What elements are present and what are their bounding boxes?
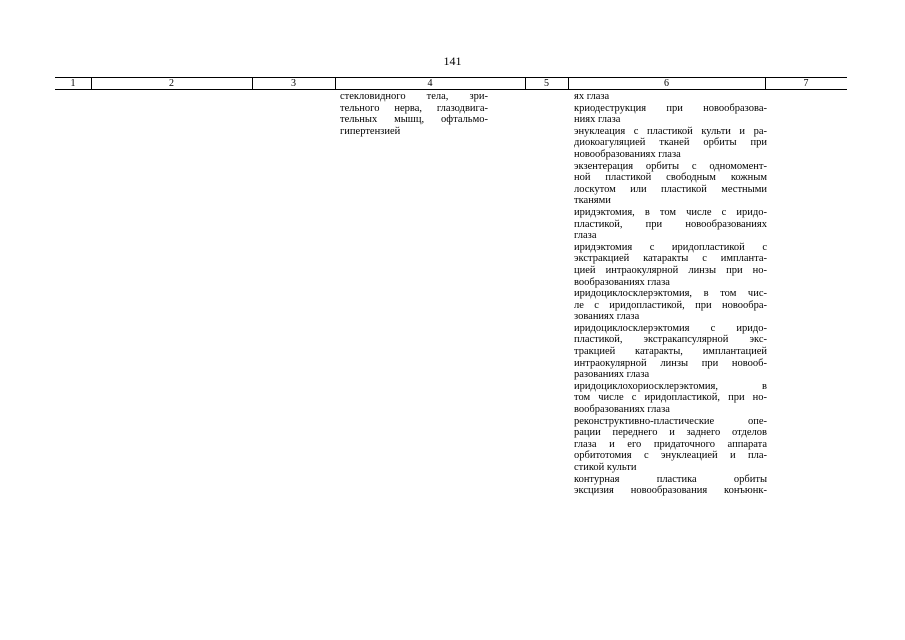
text-line: иридэктомия, в том числе с иридо- xyxy=(574,206,767,218)
text-line: пластикой, при новообразованиях xyxy=(574,218,767,230)
text-line: тельных мышц, офтальмо- xyxy=(340,114,488,126)
text-line: стекловидного тела, зри- xyxy=(340,91,488,102)
column-number-2: 2 xyxy=(169,78,174,89)
text-line: ной пластикой свободным кожным xyxy=(574,172,767,184)
text-line: зованиях глаза xyxy=(574,311,640,323)
column-4-text xyxy=(340,91,488,137)
text-line: орбитотомия с энуклеацией и пла- xyxy=(574,450,767,462)
text-line: иридоциклосклерэктомия с иридо- xyxy=(574,322,767,334)
text-line: тельного нерва, глазодвига- xyxy=(340,102,488,114)
column-number-5: 5 xyxy=(544,78,549,89)
text-line: цией интраокулярной линзы при но- xyxy=(574,264,767,276)
text-line: глаза и его придаточного аппарата xyxy=(574,438,767,450)
column-number-3: 3 xyxy=(291,78,296,89)
text-line: вообразованиях глаза xyxy=(574,276,670,288)
text-line: иридоциклохориосклерэктомия, в xyxy=(574,380,767,392)
page-number: 141 xyxy=(443,54,462,68)
text-line: контурная пластика орбиты xyxy=(574,473,767,485)
text-line: том числе с иридопластикой, при но- xyxy=(574,392,767,404)
text-line: пластикой, экстракапсулярной экс- xyxy=(574,334,767,346)
text-line: эксцизия новообразования конъюнк- xyxy=(574,485,767,497)
text-line: тканями xyxy=(574,195,611,207)
text-line: интраокулярной линзы при новооб- xyxy=(574,357,767,369)
text-line: ниях глаза xyxy=(574,114,621,126)
text-line: тракцией катаракты, имплантацией xyxy=(574,346,767,358)
text-line: глаза xyxy=(574,230,597,242)
text-line: диокоагуляцией тканей орбиты при xyxy=(574,137,767,149)
table-header-row xyxy=(55,77,847,90)
text-line: гипертензией xyxy=(340,125,401,137)
column-6-text xyxy=(574,91,767,497)
column-number-6: 6 xyxy=(664,78,669,89)
text-line: рации переднего и заднего отделов xyxy=(574,427,767,439)
text-line: стикой культи xyxy=(574,462,637,473)
text-line: ле с иридопластикой, при новообра- xyxy=(574,299,767,311)
column-number-1: 1 xyxy=(70,78,76,89)
text-line: криодеструкция при новообразова- xyxy=(574,102,767,114)
text-line: иридэктомия с иридопластикой с xyxy=(574,241,767,253)
text-line: экстракцией катаракты с импланта- xyxy=(574,253,767,265)
text-line: вообразованиях глаза xyxy=(574,404,670,416)
text-line: лоскутом или пластикой местными xyxy=(574,183,767,195)
text-line: ях глаза xyxy=(574,91,610,102)
text-line: разованиях глаза xyxy=(574,369,650,381)
column-number-7: 7 xyxy=(803,78,809,89)
text-line: иридоциклосклерэктомия, в том чис- xyxy=(574,288,767,300)
column-number-4: 4 xyxy=(427,78,433,89)
text-line: энуклеация с пластикой культи и ра- xyxy=(574,125,767,137)
text-line: экзентерация орбиты с одномомент- xyxy=(574,160,767,172)
text-line: реконструктивно-пластические опе- xyxy=(574,415,767,427)
text-line: новообразованиях глаза xyxy=(574,148,681,160)
